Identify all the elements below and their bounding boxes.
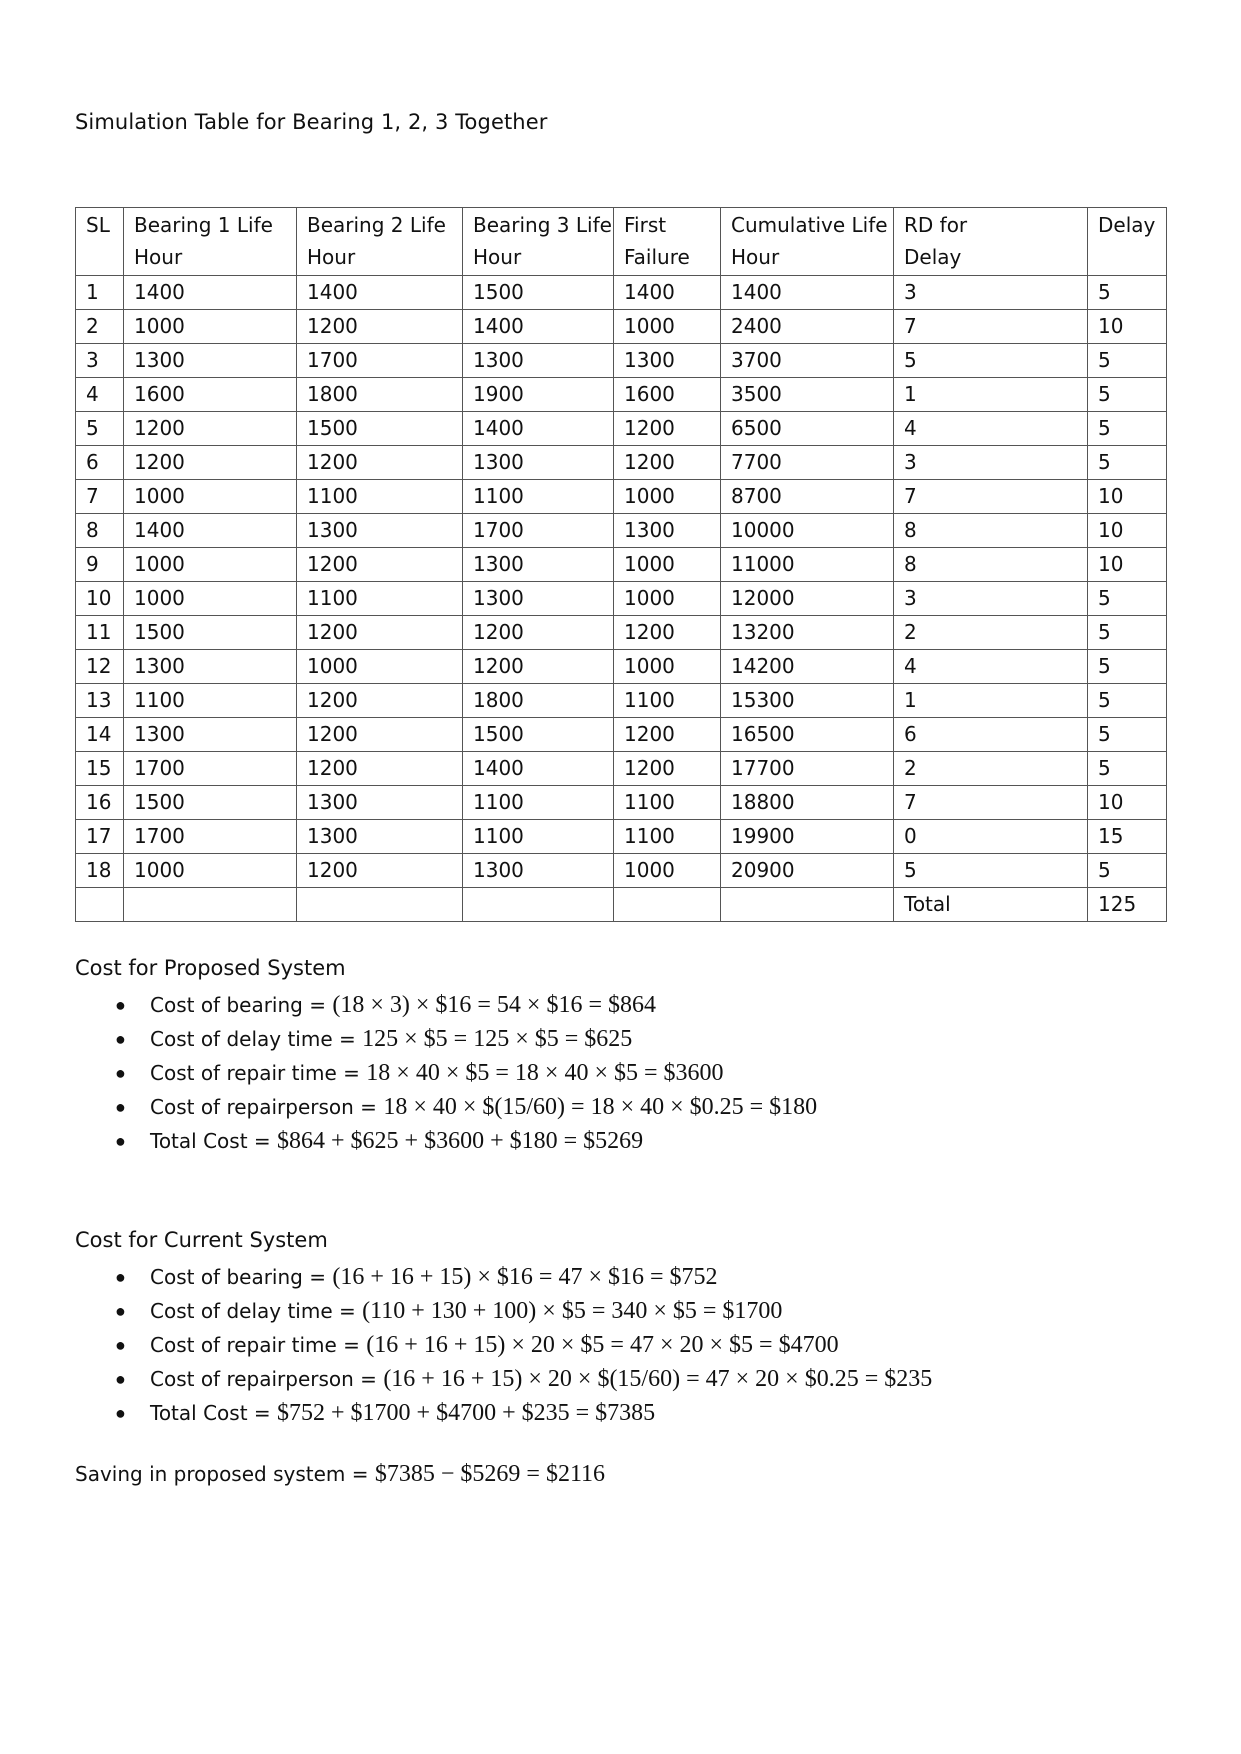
table-cell: 5 xyxy=(1088,446,1167,480)
table-cell: 5 xyxy=(1088,378,1167,412)
table-cell: 1200 xyxy=(297,548,463,582)
table-cell: 5 xyxy=(1088,344,1167,378)
table-cell: 1200 xyxy=(297,616,463,650)
table-cell: 1100 xyxy=(463,820,614,854)
table-row xyxy=(76,514,1167,548)
table-cell: 1200 xyxy=(614,412,721,446)
table-cell: 2 xyxy=(894,752,1088,786)
table-cell: 1 xyxy=(76,276,124,310)
table-cell: 1000 xyxy=(124,480,297,514)
table-cell: 15300 xyxy=(721,684,894,718)
table-cell: 6500 xyxy=(721,412,894,446)
table-cell: 1100 xyxy=(297,480,463,514)
table-row xyxy=(76,310,1167,344)
table-cell: 15 xyxy=(76,752,124,786)
table-cell: 1200 xyxy=(614,446,721,480)
header-delay: Delay xyxy=(1088,208,1167,276)
table-cell: 10 xyxy=(1088,480,1167,514)
table-body xyxy=(76,276,1167,888)
table-row xyxy=(76,616,1167,650)
table-row xyxy=(76,378,1167,412)
table-cell: 1500 xyxy=(463,276,614,310)
table-cell: 5 xyxy=(1088,616,1167,650)
table-cell: 1400 xyxy=(297,276,463,310)
list-item: ● Cost of delay time = 125 × $5 = 125 × $5 = $625 xyxy=(75,1022,817,1056)
table-cell: 10 xyxy=(76,582,124,616)
table-cell: 6 xyxy=(76,446,124,480)
table-cell: 14 xyxy=(76,718,124,752)
list-item: ● Cost of repairperson = (16 + 16 + 15) × 20 × $(15/60) = 47 × 20 × $0.25 = $235 xyxy=(75,1362,932,1396)
table-cell: 5 xyxy=(1088,752,1167,786)
table-cell: 1600 xyxy=(614,378,721,412)
table-cell: 1400 xyxy=(721,276,894,310)
table-cell: 16500 xyxy=(721,718,894,752)
table-cell: 1200 xyxy=(124,412,297,446)
table-cell: 1000 xyxy=(124,548,297,582)
table-cell: 11000 xyxy=(721,548,894,582)
table-row xyxy=(76,820,1167,854)
bullet-icon: ● xyxy=(115,1131,126,1151)
table-cell: 3 xyxy=(894,446,1088,480)
proposed-system-heading: Cost for Proposed System xyxy=(75,956,346,980)
table-cell: 1500 xyxy=(124,786,297,820)
table-cell: 1200 xyxy=(297,854,463,888)
table-cell: 1100 xyxy=(463,786,614,820)
table-cell: 1500 xyxy=(124,616,297,650)
table-cell: 1200 xyxy=(124,446,297,480)
table-cell: 3500 xyxy=(721,378,894,412)
table-cell: 5 xyxy=(1088,276,1167,310)
table-row xyxy=(76,752,1167,786)
table-cell: 1300 xyxy=(297,514,463,548)
header-sl: SL xyxy=(76,208,124,276)
header-bearing-1-life: Bearing 1 Life Hour xyxy=(124,208,297,276)
table-cell: 5 xyxy=(1088,718,1167,752)
table-cell: 7 xyxy=(894,786,1088,820)
table-cell: 16 xyxy=(76,786,124,820)
table-cell: 1300 xyxy=(463,344,614,378)
table-cell: 5 xyxy=(1088,854,1167,888)
table-cell: 1300 xyxy=(297,786,463,820)
table-row xyxy=(76,548,1167,582)
table-cell: 8 xyxy=(894,514,1088,548)
list-item: ● Total Cost = $752 + $1700 + $4700 + $235 = $7385 xyxy=(75,1396,932,1430)
table-cell: 2 xyxy=(76,310,124,344)
table-cell: 1400 xyxy=(463,752,614,786)
list-item: ● Cost of repair time = (16 + 16 + 15) × 20 × $5 = 47 × 20 × $5 = $4700 xyxy=(75,1328,932,1362)
table-cell: 14200 xyxy=(721,650,894,684)
table-cell: 1700 xyxy=(463,514,614,548)
table-cell: 10 xyxy=(1088,310,1167,344)
saving-summary xyxy=(75,1461,605,1488)
list-item: ● Cost of repairperson = 18 × 40 × $(15/60) = 18 × 40 × $0.25 = $180 xyxy=(75,1090,817,1124)
current-cost-list xyxy=(75,1260,932,1430)
header-first-failure: First Failure xyxy=(614,208,721,276)
table-cell: 13 xyxy=(76,684,124,718)
table-row xyxy=(76,650,1167,684)
bullet-icon: ● xyxy=(115,1335,126,1355)
table-cell: 10 xyxy=(1088,786,1167,820)
table-cell: 1300 xyxy=(463,446,614,480)
table-cell: 1000 xyxy=(124,310,297,344)
table-cell: 1400 xyxy=(463,412,614,446)
saving-expression: $7385 − $5269 = $2116 xyxy=(374,1461,606,1487)
table-cell: 9 xyxy=(76,548,124,582)
table-cell: 1200 xyxy=(614,752,721,786)
bullet-icon: ● xyxy=(115,1097,126,1117)
table-cell: 7 xyxy=(894,480,1088,514)
table-cell: 1500 xyxy=(463,718,614,752)
table-cell: 10 xyxy=(1088,514,1167,548)
table-cell: 12000 xyxy=(721,582,894,616)
table-cell: 18800 xyxy=(721,786,894,820)
document-title: Simulation Table for Bearing 1, 2, 3 Together xyxy=(75,110,548,134)
table-cell: 3700 xyxy=(721,344,894,378)
table-cell: 1200 xyxy=(614,718,721,752)
table-cell: 1000 xyxy=(297,650,463,684)
table-cell: 1000 xyxy=(614,582,721,616)
table-cell: 1300 xyxy=(463,548,614,582)
table-cell: 1700 xyxy=(124,752,297,786)
table-cell: 1200 xyxy=(297,684,463,718)
table-cell: 2 xyxy=(894,616,1088,650)
list-item: ● Total Cost = $864 + $625 + $3600 + $180 = $5269 xyxy=(75,1124,817,1158)
list-item: ● Cost of repair time = 18 × 40 × $5 = 18 × 40 × $5 = $3600 xyxy=(75,1056,817,1090)
table-cell: 17 xyxy=(76,820,124,854)
table-cell: 4 xyxy=(894,650,1088,684)
table-cell: 1800 xyxy=(297,378,463,412)
table-cell: 0 xyxy=(894,820,1088,854)
table-row xyxy=(76,276,1167,310)
table-cell: 1600 xyxy=(124,378,297,412)
table-cell: 7 xyxy=(76,480,124,514)
table-row xyxy=(76,446,1167,480)
table-cell: 1300 xyxy=(463,854,614,888)
table-cell: 1300 xyxy=(297,820,463,854)
table-cell: 1000 xyxy=(124,854,297,888)
saving-label: Saving in proposed system = xyxy=(75,1462,375,1486)
bullet-icon: ● xyxy=(115,1301,126,1321)
table-cell: 5 xyxy=(1088,684,1167,718)
bullet-icon: ● xyxy=(115,995,126,1015)
table-cell: 3 xyxy=(894,582,1088,616)
list-item: ● Cost of bearing = (18 × 3) × $16 = 54 × $16 = $864 xyxy=(75,988,817,1022)
table-cell: 1500 xyxy=(297,412,463,446)
table-cell: 10000 xyxy=(721,514,894,548)
table-cell: 5 xyxy=(894,344,1088,378)
table-cell: 7 xyxy=(894,310,1088,344)
table-cell: 1000 xyxy=(614,480,721,514)
table-cell: 5 xyxy=(1088,582,1167,616)
table-cell: 1000 xyxy=(124,582,297,616)
table-cell: 11 xyxy=(76,616,124,650)
table-cell: 15 xyxy=(1088,820,1167,854)
table-row xyxy=(76,582,1167,616)
table-cell: 1 xyxy=(894,378,1088,412)
table-cell: 1800 xyxy=(463,684,614,718)
bullet-icon: ● xyxy=(115,1403,126,1423)
total-delay-value: 125 xyxy=(1088,888,1167,922)
current-system-heading: Cost for Current System xyxy=(75,1228,328,1252)
table-cell xyxy=(297,888,463,922)
table-cell: 1900 xyxy=(463,378,614,412)
table-cell: 2400 xyxy=(721,310,894,344)
table-cell: 1000 xyxy=(614,548,721,582)
table-cell: 4 xyxy=(894,412,1088,446)
table-cell: 1000 xyxy=(614,310,721,344)
table-cell: 1300 xyxy=(124,718,297,752)
header-cumulative-life: Cumulative Life Hour xyxy=(721,208,894,276)
table-row xyxy=(76,480,1167,514)
table-row xyxy=(76,854,1167,888)
table-cell: 1300 xyxy=(463,582,614,616)
table-cell: 1700 xyxy=(297,344,463,378)
table-header-row xyxy=(76,208,1167,276)
table-cell: 12 xyxy=(76,650,124,684)
table-cell: 1200 xyxy=(297,752,463,786)
table-cell: 1 xyxy=(894,684,1088,718)
table-cell xyxy=(721,888,894,922)
table-cell: 1100 xyxy=(124,684,297,718)
table-cell: 5 xyxy=(76,412,124,446)
table-cell: 1100 xyxy=(297,582,463,616)
table-cell: 4 xyxy=(76,378,124,412)
table-cell: 1100 xyxy=(614,684,721,718)
table-cell: 18 xyxy=(76,854,124,888)
table-cell: 1400 xyxy=(463,310,614,344)
bullet-icon: ● xyxy=(115,1063,126,1083)
proposed-cost-list xyxy=(75,988,817,1158)
table-cell: 1000 xyxy=(614,650,721,684)
table-cell xyxy=(76,888,124,922)
table-cell: 1100 xyxy=(614,820,721,854)
table-cell: 10 xyxy=(1088,548,1167,582)
table-cell: 5 xyxy=(1088,412,1167,446)
bullet-icon: ● xyxy=(115,1029,126,1049)
table-row xyxy=(76,684,1167,718)
table-cell: 1300 xyxy=(614,344,721,378)
table-cell: 8 xyxy=(894,548,1088,582)
table-cell: 3 xyxy=(76,344,124,378)
table-cell xyxy=(124,888,297,922)
table-cell: 1100 xyxy=(463,480,614,514)
table-cell: 1000 xyxy=(614,854,721,888)
simulation-table xyxy=(75,207,1167,922)
table-cell: 1300 xyxy=(614,514,721,548)
table-cell: 5 xyxy=(1088,650,1167,684)
table-cell: 5 xyxy=(894,854,1088,888)
header-bearing-2-life: Bearing 2 Life Hour xyxy=(297,208,463,276)
table-cell: 1200 xyxy=(614,616,721,650)
table-cell: 1400 xyxy=(614,276,721,310)
table-cell: 19900 xyxy=(721,820,894,854)
table-cell: 1200 xyxy=(297,718,463,752)
table-cell: 13200 xyxy=(721,616,894,650)
table-cell: 8 xyxy=(76,514,124,548)
table-cell: 1100 xyxy=(614,786,721,820)
table-row xyxy=(76,718,1167,752)
list-item: ● Cost of bearing = (16 + 16 + 15) × $16 = 47 × $16 = $752 xyxy=(75,1260,932,1294)
bullet-icon: ● xyxy=(115,1267,126,1287)
table-cell: 1300 xyxy=(124,344,297,378)
table-cell: 3 xyxy=(894,276,1088,310)
bullet-icon: ● xyxy=(115,1369,126,1389)
table-cell xyxy=(463,888,614,922)
table-cell: 1300 xyxy=(124,650,297,684)
table-cell: 1400 xyxy=(124,514,297,548)
table-row xyxy=(76,412,1167,446)
table-cell: 17700 xyxy=(721,752,894,786)
table-cell: 1200 xyxy=(463,650,614,684)
list-item: ● Cost of delay time = (110 + 130 + 100) × $5 = 340 × $5 = $1700 xyxy=(75,1294,932,1328)
total-label: Total xyxy=(894,888,1088,922)
table-total-row xyxy=(76,888,1167,922)
header-bearing-3-life: Bearing 3 Life Hour xyxy=(463,208,614,276)
table-cell: 1200 xyxy=(297,446,463,480)
table-cell: 20900 xyxy=(721,854,894,888)
table-row xyxy=(76,344,1167,378)
table-cell xyxy=(614,888,721,922)
table-cell: 1700 xyxy=(124,820,297,854)
table-cell: 1200 xyxy=(463,616,614,650)
table-cell: 7700 xyxy=(721,446,894,480)
header-rd-for-delay: RD for Delay xyxy=(894,208,1088,276)
table-cell: 8700 xyxy=(721,480,894,514)
table-cell: 1400 xyxy=(124,276,297,310)
table-cell: 6 xyxy=(894,718,1088,752)
table-cell: 1200 xyxy=(297,310,463,344)
table-row xyxy=(76,786,1167,820)
